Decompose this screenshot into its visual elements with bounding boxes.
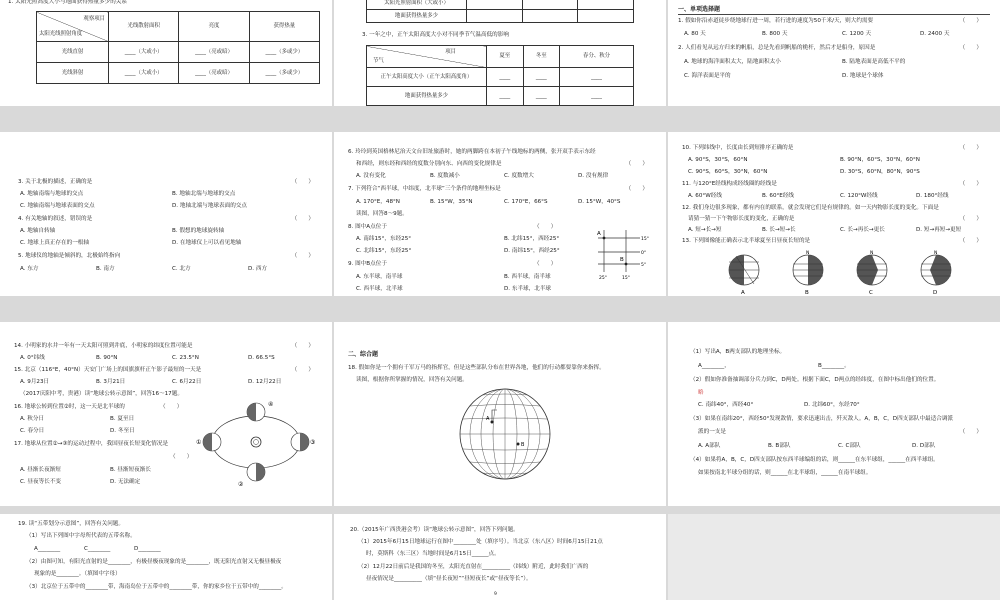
option[interactable]: B. 假想的地球旋转轴 (172, 228, 225, 234)
question-16: 16. 地球公转到位置②时，这一天是北半球的 (14, 404, 125, 410)
lon-label: 25° (599, 276, 607, 281)
part-3: （3）如果在南纬20°，西经50°发现敌情，要求迅速出击，歼灭敌人。A，B，C，D四支部队中最适合调派 (690, 416, 954, 422)
answer-paren[interactable]: （ ） (959, 216, 982, 222)
row-label: 地面获得热量多少 (367, 87, 487, 106)
table-row (367, 87, 634, 106)
question-20: 20.（2015年广西贵港会考）读“地球公转示意图”，回答下列问题。 (350, 527, 519, 533)
table-header: 光线散射面积 (109, 12, 179, 42)
slide-5 (334, 132, 666, 296)
day-night-figures (728, 248, 978, 296)
question-18-cont: 读图，根据你所掌握的情况，回答有关问题。 (356, 377, 468, 383)
instruction: （2017庆阳中考，贵港）读“地球公转示意图”，回答16～17题。 (20, 391, 183, 397)
option[interactable]: D. 66.5°S (248, 355, 275, 361)
option[interactable]: D. 地球是个球体 (842, 73, 884, 79)
question-6: 6. 玲玲到英国格林尼治天文台旧址旅游时，她的两脚跨在本初子午线地标的两侧，张开双手表示东经 (348, 149, 596, 155)
position-label: ③ (310, 439, 316, 446)
table-cell[interactable]: ____ (523, 68, 560, 87)
answer-paren[interactable]: （ ） (291, 253, 314, 259)
question-12: 12. 我们身边很多现象，都有内在的联系，就会发现它们是有规律的。如一天内物影长度的变化。下面是 (682, 205, 939, 211)
option[interactable]: C. 90°S，60°S，30°N，60°N (688, 169, 768, 175)
point-a (603, 237, 606, 240)
figure-a[interactable] (729, 255, 759, 296)
question-14: 14. 小明家的水井一年有一天太阳可照到井底，小明家的纬度位置可能是 (14, 343, 193, 349)
option[interactable]: A. 170°E，48°N (356, 199, 400, 205)
option[interactable]: B. 60°E经线 (762, 193, 795, 199)
part-1: （1）写出A，B两支部队的地理坐标。 (690, 349, 786, 355)
row-label: 光线直射 (37, 42, 109, 63)
answer-mark: 略 (698, 390, 704, 396)
earth-position-4[interactable] (247, 401, 273, 421)
table-cell[interactable]: ____（多或少） (249, 42, 319, 63)
table-row (37, 63, 320, 84)
part-2-cont: 现象的是________。（填图中字母） (34, 571, 121, 577)
question-19: 19. 读“五带划分示意图”，回答有关问题。 (18, 521, 124, 527)
option[interactable]: D. 西方 (248, 266, 268, 272)
part-4-cont: 如果按南北半球分组的话，则______在北半球组，______在南半球组。 (698, 470, 872, 476)
question-13: 13. 下列图像能正确表示北半球夏至日昼夜长短的是 (682, 238, 811, 244)
sun-area-table (366, 0, 634, 23)
table-cell[interactable]: ____（大或小） (109, 63, 179, 84)
answer-paren[interactable]: （ ） (534, 224, 557, 230)
earth-position-1[interactable] (196, 433, 221, 451)
part-2: （2）12月22日前后是我国的冬至，太阳光直射在__________（纬线）附近，此时我们广西的 (358, 564, 589, 570)
option[interactable]: A. 昼渐长夜渐短 (20, 467, 61, 473)
option[interactable]: B. 长→短→长 (762, 227, 796, 233)
figure-label: D (933, 290, 938, 296)
lat-label: 0° (641, 251, 647, 256)
option[interactable]: C. 6月22日 (172, 379, 202, 385)
figure-label: A (741, 290, 745, 296)
option[interactable]: A. A部队 (698, 443, 721, 449)
option[interactable]: B. 90°N，60°S，30°N，60°N (840, 157, 920, 163)
table-cell[interactable]: ____（亮或暗） (179, 42, 249, 63)
part-2: （2）假如你准备抽调部分兵力到C，D两处。根据下面C，D两点的经纬度，在图中标出他们的位置。 (690, 377, 940, 383)
lat-label: 5° (641, 263, 647, 268)
option[interactable]: A. 短→长→短 (688, 227, 722, 233)
option[interactable]: D. 180°经线 (916, 193, 949, 199)
table-header: 亮度 (179, 12, 249, 42)
option[interactable]: A. 地球的海洋面积太大，陆地面积太小 (684, 59, 781, 65)
option[interactable]: C. 海洋表面是平的 (684, 73, 731, 79)
option[interactable]: C. 昼夜等长不变 (20, 479, 62, 485)
option[interactable]: A. 没有变化 (356, 173, 386, 179)
figure-b[interactable] (793, 250, 823, 296)
option[interactable]: C. 1200 天 (842, 31, 872, 37)
answer-paren[interactable]: （ ） (959, 145, 982, 151)
figure-label: C (869, 290, 873, 296)
option[interactable]: B. 北纬15°，西经25° (504, 236, 560, 242)
answer-paren[interactable]: （ ） (959, 238, 982, 244)
option[interactable]: D. 南纬15°，西经25° (504, 248, 560, 254)
option[interactable]: D. 2400 天 (920, 31, 950, 37)
earth-position-3[interactable] (291, 433, 315, 451)
table-header: 夏至 (487, 46, 524, 68)
point-a[interactable] (491, 421, 494, 424)
row-label: 地面获得热量多少 (367, 10, 467, 23)
option[interactable]: C. 170°E，66°S (504, 199, 548, 205)
figure-d[interactable] (921, 250, 951, 296)
part-4: （4）如果将A，B，C，D四支部队按东西半球编组的话，则______在东半球组，______在西半球组。 (690, 457, 939, 463)
option[interactable]: C. 春分日 (20, 428, 45, 434)
row-label: 正午太阳高度大小（正午太阳高度角） (367, 68, 487, 87)
option[interactable]: C. 西半球，北半球 (356, 286, 403, 292)
option[interactable]: C. 地轴南端与地球表面的交点 (20, 203, 95, 209)
answer-paren[interactable]: （ ） (291, 179, 314, 185)
blank[interactable]: D________ (134, 546, 161, 552)
world-globe-grid (452, 382, 558, 486)
slide-4 (0, 132, 332, 296)
option[interactable]: D. 地轴北端与地球表面的交点 (172, 203, 247, 209)
question-18: 18. 假如你是一个拥有千军万马的指挥官，但是这些部队分布在世界各地，他们的行动都要靠你来指挥。 (348, 365, 605, 371)
slide-3 (668, 0, 1000, 106)
north-label: N (934, 251, 938, 256)
table-header: 获得热量 (249, 12, 319, 42)
option[interactable]: B. 800 天 (762, 31, 788, 37)
question-1: 1. 假如你沿赤道徒步绕地球行进一周，若行进的速度为50千米/天，则大约需要 (678, 18, 874, 24)
table-cell[interactable]: ____（大或小） (109, 42, 179, 63)
question-9: 9. 图中B点位于 (348, 261, 387, 267)
point-label: A (486, 416, 490, 422)
slide-9 (668, 322, 1000, 506)
part-1-cont: 时，莫斯科（东三区）当地时间是6月15日______点。 (366, 551, 500, 557)
label-a: A (597, 231, 601, 237)
page-number: 9 (494, 592, 497, 597)
point-b[interactable] (517, 443, 520, 446)
point-b (625, 263, 628, 266)
option[interactable]: B. 夏至日 (110, 416, 135, 422)
part-3: （3）北京位于五带中的________带，海南岛位于五带中的________带，你的家乡位于五带中的________。 (26, 584, 287, 590)
header-bottom: 太阳光线照射角度 (39, 30, 83, 37)
answer-paren[interactable]: （ ） (160, 404, 183, 410)
blank[interactable]: C________ (84, 546, 111, 552)
header-top: 观察项目 (83, 16, 105, 22)
option[interactable]: D. 冬至日 (110, 428, 135, 434)
position-label: ② (238, 481, 244, 488)
table-header: 冬至 (523, 46, 560, 68)
table-cell[interactable]: ____ (560, 68, 634, 87)
option[interactable]: C. C部队 (838, 443, 861, 449)
section-title: 二、综合题 (348, 351, 379, 358)
question-15: 15. 北京（116°E，40°N）天安门广场上的国旗旗杆正午影子最短的一天是 (14, 367, 202, 373)
option[interactable]: C. 地球上真正存在的一根轴 (20, 240, 89, 246)
option[interactable]: B. 90°N (96, 355, 118, 361)
answer-paren[interactable]: （ ） (291, 367, 314, 373)
coord-c: C. 南纬40°，西经40° (698, 402, 754, 408)
slide-1 (0, 0, 332, 106)
option[interactable]: A. 0°纬线 (20, 355, 45, 361)
blank-b[interactable]: B________。 (818, 363, 850, 369)
table-diagonal-header (367, 46, 487, 68)
answer-paren[interactable]: （ ） (534, 261, 557, 267)
option[interactable]: D. D部队 (912, 443, 936, 449)
option[interactable]: C. 23.5°N (172, 355, 199, 361)
answer-paren[interactable]: （ ） (625, 161, 648, 167)
question-8: 8. 图中A点位于 (348, 224, 387, 230)
option[interactable]: A. 东方 (20, 266, 39, 272)
table-diagonal-header (37, 12, 109, 42)
answer-paren[interactable]: （ ） (959, 181, 982, 187)
table-cell[interactable]: ____ (487, 68, 524, 87)
part-1: （1）2015年6月15日地球运行在图中________处（填序号）。当北京（东八区）时间6月15日21点 (358, 539, 603, 545)
lat-label: 15° (641, 237, 649, 242)
part-3-cont: 派的一支是 (698, 429, 726, 435)
figure-label: B (805, 290, 809, 296)
table-header: 春分、秋分 (560, 46, 634, 68)
question-5: 5. 地球仪的地轴是倾斜的，北极始终指向 (18, 253, 121, 259)
season-table (366, 45, 634, 106)
answer-paren[interactable]: （ ） (170, 454, 193, 460)
blank[interactable]: A________ (34, 546, 61, 552)
point-label: B (521, 442, 525, 448)
question-3: 3. 关于北极的描述，正确的是 (18, 179, 93, 185)
option[interactable]: C. 长→再长→更长 (840, 227, 885, 233)
table-row (37, 42, 320, 63)
sun-icon (251, 437, 261, 447)
option[interactable]: A. 东半球，南半球 (356, 274, 403, 280)
answer-paren[interactable]: （ ） (959, 18, 982, 24)
question-3: 3. 一年之中，正午太阳高度大小对不同季节气温高低的影响 (362, 32, 509, 38)
answer-paren[interactable]: （ ） (959, 45, 982, 51)
header-bottom: 节气 (373, 57, 384, 64)
lon-label: 15° (622, 276, 630, 281)
table-cell[interactable]: ____（亮或暗） (179, 63, 249, 84)
slide-8 (334, 322, 666, 506)
option[interactable]: B. 度数减小 (430, 173, 460, 179)
question-11: 11. 与120°E经线构成经线圈的经线是 (682, 181, 777, 187)
slide-6 (668, 132, 1000, 296)
option[interactable]: C. 120°W经线 (840, 193, 878, 199)
row-label: 光线斜射 (37, 63, 109, 84)
option[interactable]: C. 北方 (172, 266, 191, 272)
north-label: N (870, 251, 874, 256)
slide-10 (0, 514, 332, 600)
label-b: B (620, 257, 624, 263)
question-17: 17. 地球从位置②→③的运动过程中，我国昼夜长短变化情况是 (14, 441, 169, 447)
option[interactable]: C. 北纬15°，东经25° (356, 248, 412, 254)
question-12-cont: 请猜一猜一下午物影长度的变化，正确的是 (688, 216, 795, 222)
option[interactable]: B. 地轴北端与地球的交点 (172, 191, 236, 197)
option[interactable]: B. 3月21日 (96, 379, 126, 385)
option[interactable]: C. 度数增大 (504, 173, 534, 179)
light-angle-table (36, 11, 320, 84)
instruction: 读图，回答8～9题。 (356, 211, 408, 217)
option[interactable]: B. 15°W，35°N (430, 199, 473, 205)
table-cell[interactable]: ____ (523, 87, 560, 106)
part-1: （1）写出下列图中字母所代表的五带名称。 (26, 533, 136, 539)
option[interactable]: B. 西半球，南半球 (504, 274, 551, 280)
position-label: ① (196, 439, 202, 446)
answer-paren[interactable]: （ ） (291, 216, 314, 222)
table-cell[interactable]: ____ (487, 87, 524, 106)
question-10: 10. 下列纬线中，长度由长到短排序正确的是 (682, 145, 794, 151)
option[interactable]: D. 12月22日 (248, 379, 282, 385)
table-cell[interactable]: ____（多或少） (249, 63, 319, 84)
question-7: 7. 下列符合“西半球，中纬度，北半球”三个条件的地理坐标是 (348, 186, 501, 192)
coord-d: D. 北纬60°，东经70° (804, 402, 860, 408)
option[interactable]: D. 在地球仪上可以看见地轴 (172, 240, 242, 246)
blank-a[interactable]: A________， (698, 363, 730, 369)
question-title: 1. 太阳光照高度大小与地面获得热量多少的关系 (8, 0, 127, 5)
position-label: ④ (268, 401, 274, 408)
option[interactable]: D. 30°S，60°N，80°N，90°S (840, 169, 920, 175)
lat-lon-grid-diagram (594, 224, 652, 282)
row-label: 太阳光照射面积（大或小） (367, 0, 467, 10)
answer-paren[interactable]: （ ） (959, 429, 982, 435)
answer-paren[interactable]: （ ） (625, 186, 648, 192)
slide-11 (334, 514, 666, 600)
header-top: 项目 (445, 49, 456, 55)
option[interactable]: D. 没有规律 (578, 173, 609, 179)
table-row (367, 68, 634, 87)
section-title: 一、单项选择题 (678, 6, 721, 13)
option[interactable]: D. 短→再短→更短 (916, 227, 962, 233)
option[interactable]: A. 90°S，30°S，60°N (688, 157, 748, 163)
slide-7 (0, 322, 332, 506)
option[interactable]: A. 地轴南端与地球的交点 (20, 191, 84, 197)
option[interactable]: A. 80 天 (684, 31, 706, 37)
option[interactable]: B. 陆地表面是高低不平的 (842, 59, 906, 65)
option[interactable]: B. 南方 (96, 266, 115, 272)
option[interactable]: A. 地轴自转轴 (20, 228, 56, 234)
north-label: N (806, 251, 810, 256)
part-2: （2）由图可知，有阳光直射的是________，有极昼极夜现象的是________，既无阳光直射又无极昼极夜 (26, 559, 282, 565)
option[interactable]: A. 9月23日 (20, 379, 50, 385)
question-4: 4. 有关地轴的叙述，错误的是 (18, 216, 93, 222)
question-6-cont: 和西经，则东经和西经的度数分别向东、向西的变化规律是 (356, 161, 502, 167)
option[interactable]: B. 昼渐短夜渐长 (110, 467, 151, 473)
option[interactable]: D. 15°W，40°S (578, 199, 621, 205)
answer-paren[interactable]: （ ） (291, 343, 314, 349)
option[interactable]: A. 60°W经线 (688, 193, 722, 199)
divider (678, 14, 990, 15)
option[interactable]: B. B部队 (768, 443, 791, 449)
option[interactable]: A. 秋分日 (20, 416, 45, 422)
part-2-cont: 昼夜情况是__________（填“昼长夜短”“昼短夜长”或“昼夜等长”）。 (366, 576, 532, 582)
earth-orbit-diagram (196, 398, 318, 490)
table-cell[interactable]: ____ (560, 87, 634, 106)
option[interactable]: A. 南纬15°，东经25° (356, 236, 412, 242)
option[interactable]: D. 无法确定 (110, 479, 141, 485)
question-2: 2. 人们看见从远方归来的帆船，总是先看到帆船的桅杆，然后才是船身，原因是 (678, 45, 876, 51)
slide-2 (334, 0, 666, 106)
figure-c[interactable] (857, 250, 887, 296)
slide-12-empty (668, 514, 1000, 600)
option[interactable]: D. 东半球，北半球 (504, 286, 552, 292)
